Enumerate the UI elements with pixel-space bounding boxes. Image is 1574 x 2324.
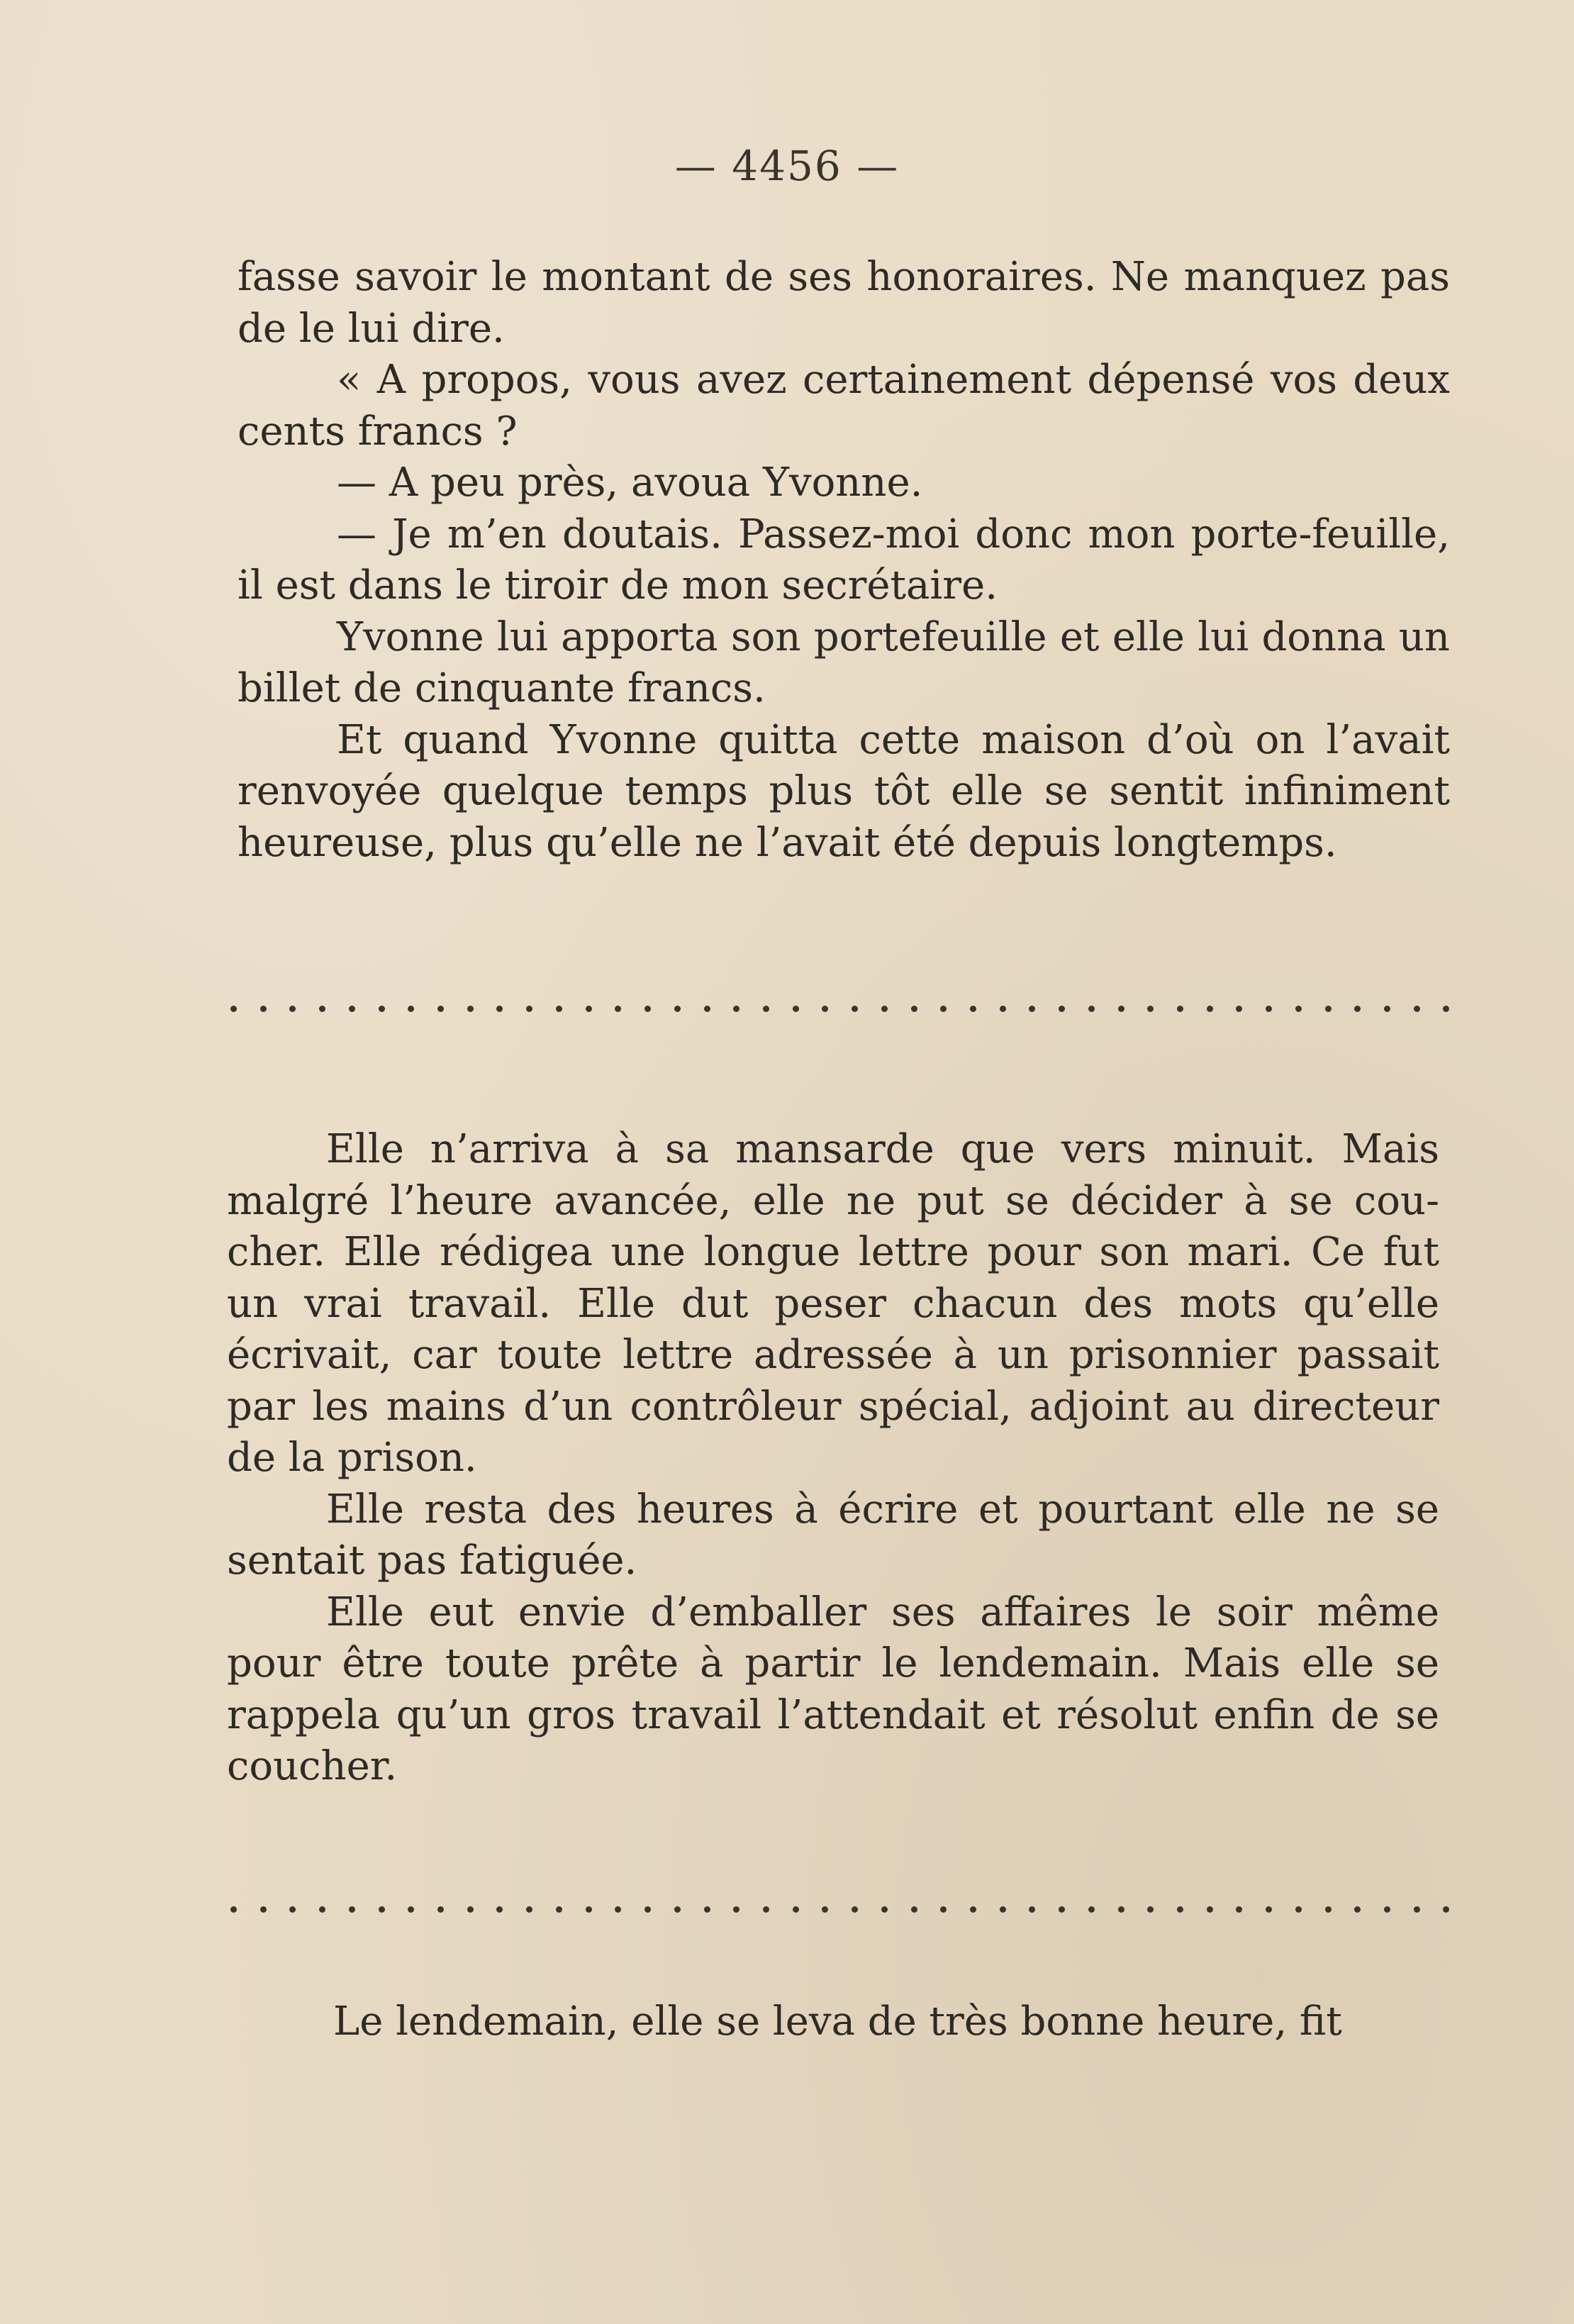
- separator-dot: [408, 1006, 414, 1012]
- separator-dot: [1177, 1906, 1183, 1913]
- paragraph: fasse savoir le montant de ses honoraires. Ne manquez pas de le lui dire.: [238, 254, 1450, 352]
- separator-dot: [1325, 1906, 1332, 1913]
- separator-dot: [911, 1906, 917, 1913]
- separator-dot: [289, 1006, 296, 1012]
- separator-dot: [1384, 1006, 1390, 1012]
- page-number: — 4456 —: [674, 142, 900, 190]
- separator-dot: [437, 1006, 444, 1012]
- separator-dot: [1147, 1006, 1154, 1012]
- paragraph: Elle resta des heures à écrire et pourtant elle ne se sentait pas fatiguée.: [227, 1486, 1439, 1584]
- separator-dot: [319, 1006, 325, 1012]
- separator-dot: [1000, 1906, 1006, 1913]
- paragraph: Le lendemain, elle se leva de très bonne heure, fit: [333, 1998, 1342, 2045]
- separator-dot: [260, 1906, 267, 1913]
- separator-dot: [526, 1906, 532, 1913]
- text-section-3: [234, 1996, 1432, 2048]
- separator-dot: [349, 1906, 355, 1913]
- separator-dot: [1147, 1906, 1154, 1913]
- separator-dot: [1118, 1006, 1124, 1012]
- paragraph: — Je m’en doutais. Passez-moi donc mon porte-feuille, il est dans le tiroir de mon secrétaire.: [238, 511, 1450, 608]
- separator-dot: [793, 1906, 799, 1913]
- separator-dot: [1325, 1006, 1332, 1012]
- separator-dot: [556, 1906, 562, 1913]
- separator-dot: [526, 1006, 532, 1012]
- separator-dot: [822, 1906, 828, 1913]
- separator-dot: [1443, 1006, 1449, 1012]
- separator-dot: [615, 1906, 621, 1913]
- separator-dot: [1443, 1906, 1449, 1913]
- separator-dot: [349, 1006, 355, 1012]
- separator-dot: [733, 1906, 739, 1913]
- separator-dot: [1088, 1906, 1095, 1913]
- separator-dot: [556, 1006, 562, 1012]
- paragraph: Yvonne lui apporta son portefeuille et elle lui donna un billet de cinquante francs.: [238, 613, 1450, 711]
- separator-dot: [1207, 1006, 1213, 1012]
- separator-dot: [496, 1906, 503, 1913]
- separator-dot: [1295, 1906, 1302, 1913]
- separator-dot: [1236, 1906, 1242, 1913]
- separator-dot: [379, 1906, 385, 1913]
- separator-dot: [793, 1006, 799, 1012]
- section-separator-dots: [230, 1902, 1450, 1916]
- separator-dot: [733, 1006, 739, 1012]
- separator-dot: [1207, 1906, 1213, 1913]
- separator-dot: [615, 1006, 621, 1012]
- separator-dot: [379, 1006, 385, 1012]
- separator-dot: [1088, 1006, 1095, 1012]
- separator-dot: [230, 1006, 237, 1012]
- separator-dot: [437, 1906, 444, 1913]
- separator-dot: [881, 1906, 888, 1913]
- separator-dot: [1266, 1006, 1272, 1012]
- paragraph: Et quand Yvonne quitta cette maison d’où on l’avait renvoyée quelque temps plus tôt elle se sentit infiniment heureuse, plus qu’elle ne l’avait été depuis longtemps.: [238, 716, 1450, 866]
- text-section-1: [238, 252, 1450, 869]
- text-section-2: [227, 1124, 1439, 1793]
- section-separator-dots: [230, 1001, 1450, 1016]
- separator-dot: [1236, 1006, 1242, 1012]
- separator-dot: [911, 1006, 917, 1012]
- separator-dot: [1266, 1906, 1272, 1913]
- separator-dot: [408, 1906, 414, 1913]
- separator-dot: [1414, 1006, 1420, 1012]
- separator-dot: [1029, 1906, 1035, 1913]
- separator-dot: [763, 1906, 769, 1913]
- paragraph: Elle eut envie d’emballer ses affaires le soir même pour être toute prête à partir le lendemain. Mais elle se rappela qu’un gros travail l’attendait et résolut enfin de se coucher.: [227, 1589, 1439, 1789]
- separator-dot: [822, 1006, 828, 1012]
- separator-dot: [644, 1006, 651, 1012]
- separator-dot: [1295, 1006, 1302, 1012]
- separator-dot: [763, 1006, 769, 1012]
- separator-dot: [586, 1006, 592, 1012]
- separator-dot: [940, 1906, 947, 1913]
- separator-dot: [1354, 1906, 1361, 1913]
- separator-dot: [319, 1906, 325, 1913]
- separator-dot: [467, 1006, 474, 1012]
- separator-dot: [1177, 1006, 1183, 1012]
- separator-dot: [704, 1906, 710, 1913]
- separator-dot: [674, 1906, 681, 1913]
- separator-dot: [970, 1006, 976, 1012]
- separator-dot: [467, 1906, 474, 1913]
- separator-dot: [1059, 1006, 1065, 1012]
- separator-dot: [1059, 1906, 1065, 1913]
- separator-dot: [230, 1906, 237, 1913]
- separator-dot: [1118, 1906, 1124, 1913]
- separator-dot: [496, 1006, 503, 1012]
- separator-dot: [940, 1006, 947, 1012]
- separator-dot: [644, 1906, 651, 1913]
- separator-dot: [852, 1006, 858, 1012]
- separator-dot: [1029, 1006, 1035, 1012]
- separator-dot: [289, 1906, 296, 1913]
- separator-dot: [881, 1006, 888, 1012]
- separator-dot: [852, 1906, 858, 1913]
- separator-dot: [1414, 1906, 1420, 1913]
- paragraph: « A propos, vous avez certainement dépensé vos deux cents francs ?: [238, 357, 1450, 455]
- paragraph: — A peu près, avoua Yvonne.: [337, 460, 923, 506]
- separator-dot: [970, 1906, 976, 1913]
- separator-dot: [674, 1006, 681, 1012]
- separator-dot: [1384, 1906, 1390, 1913]
- paragraph: Elle n’arriva à sa mansarde que vers minuit. Mais malgré l’heure avancée, elle ne put se décider à se cou-cher. Elle rédigea une longue lettre pour son mari. Ce fut un vrai travail. Elle dut peser chacun des mots qu’elle écrivait, car toute lettre adressée à un prisonnier passait par les mains d’un contrôleur spécial, adjoint au directeur de la prison.: [227, 1126, 1439, 1481]
- separator-dot: [1000, 1006, 1006, 1012]
- separator-dot: [704, 1006, 710, 1012]
- separator-dot: [586, 1906, 592, 1913]
- separator-dot: [260, 1006, 267, 1012]
- separator-dot: [1354, 1006, 1361, 1012]
